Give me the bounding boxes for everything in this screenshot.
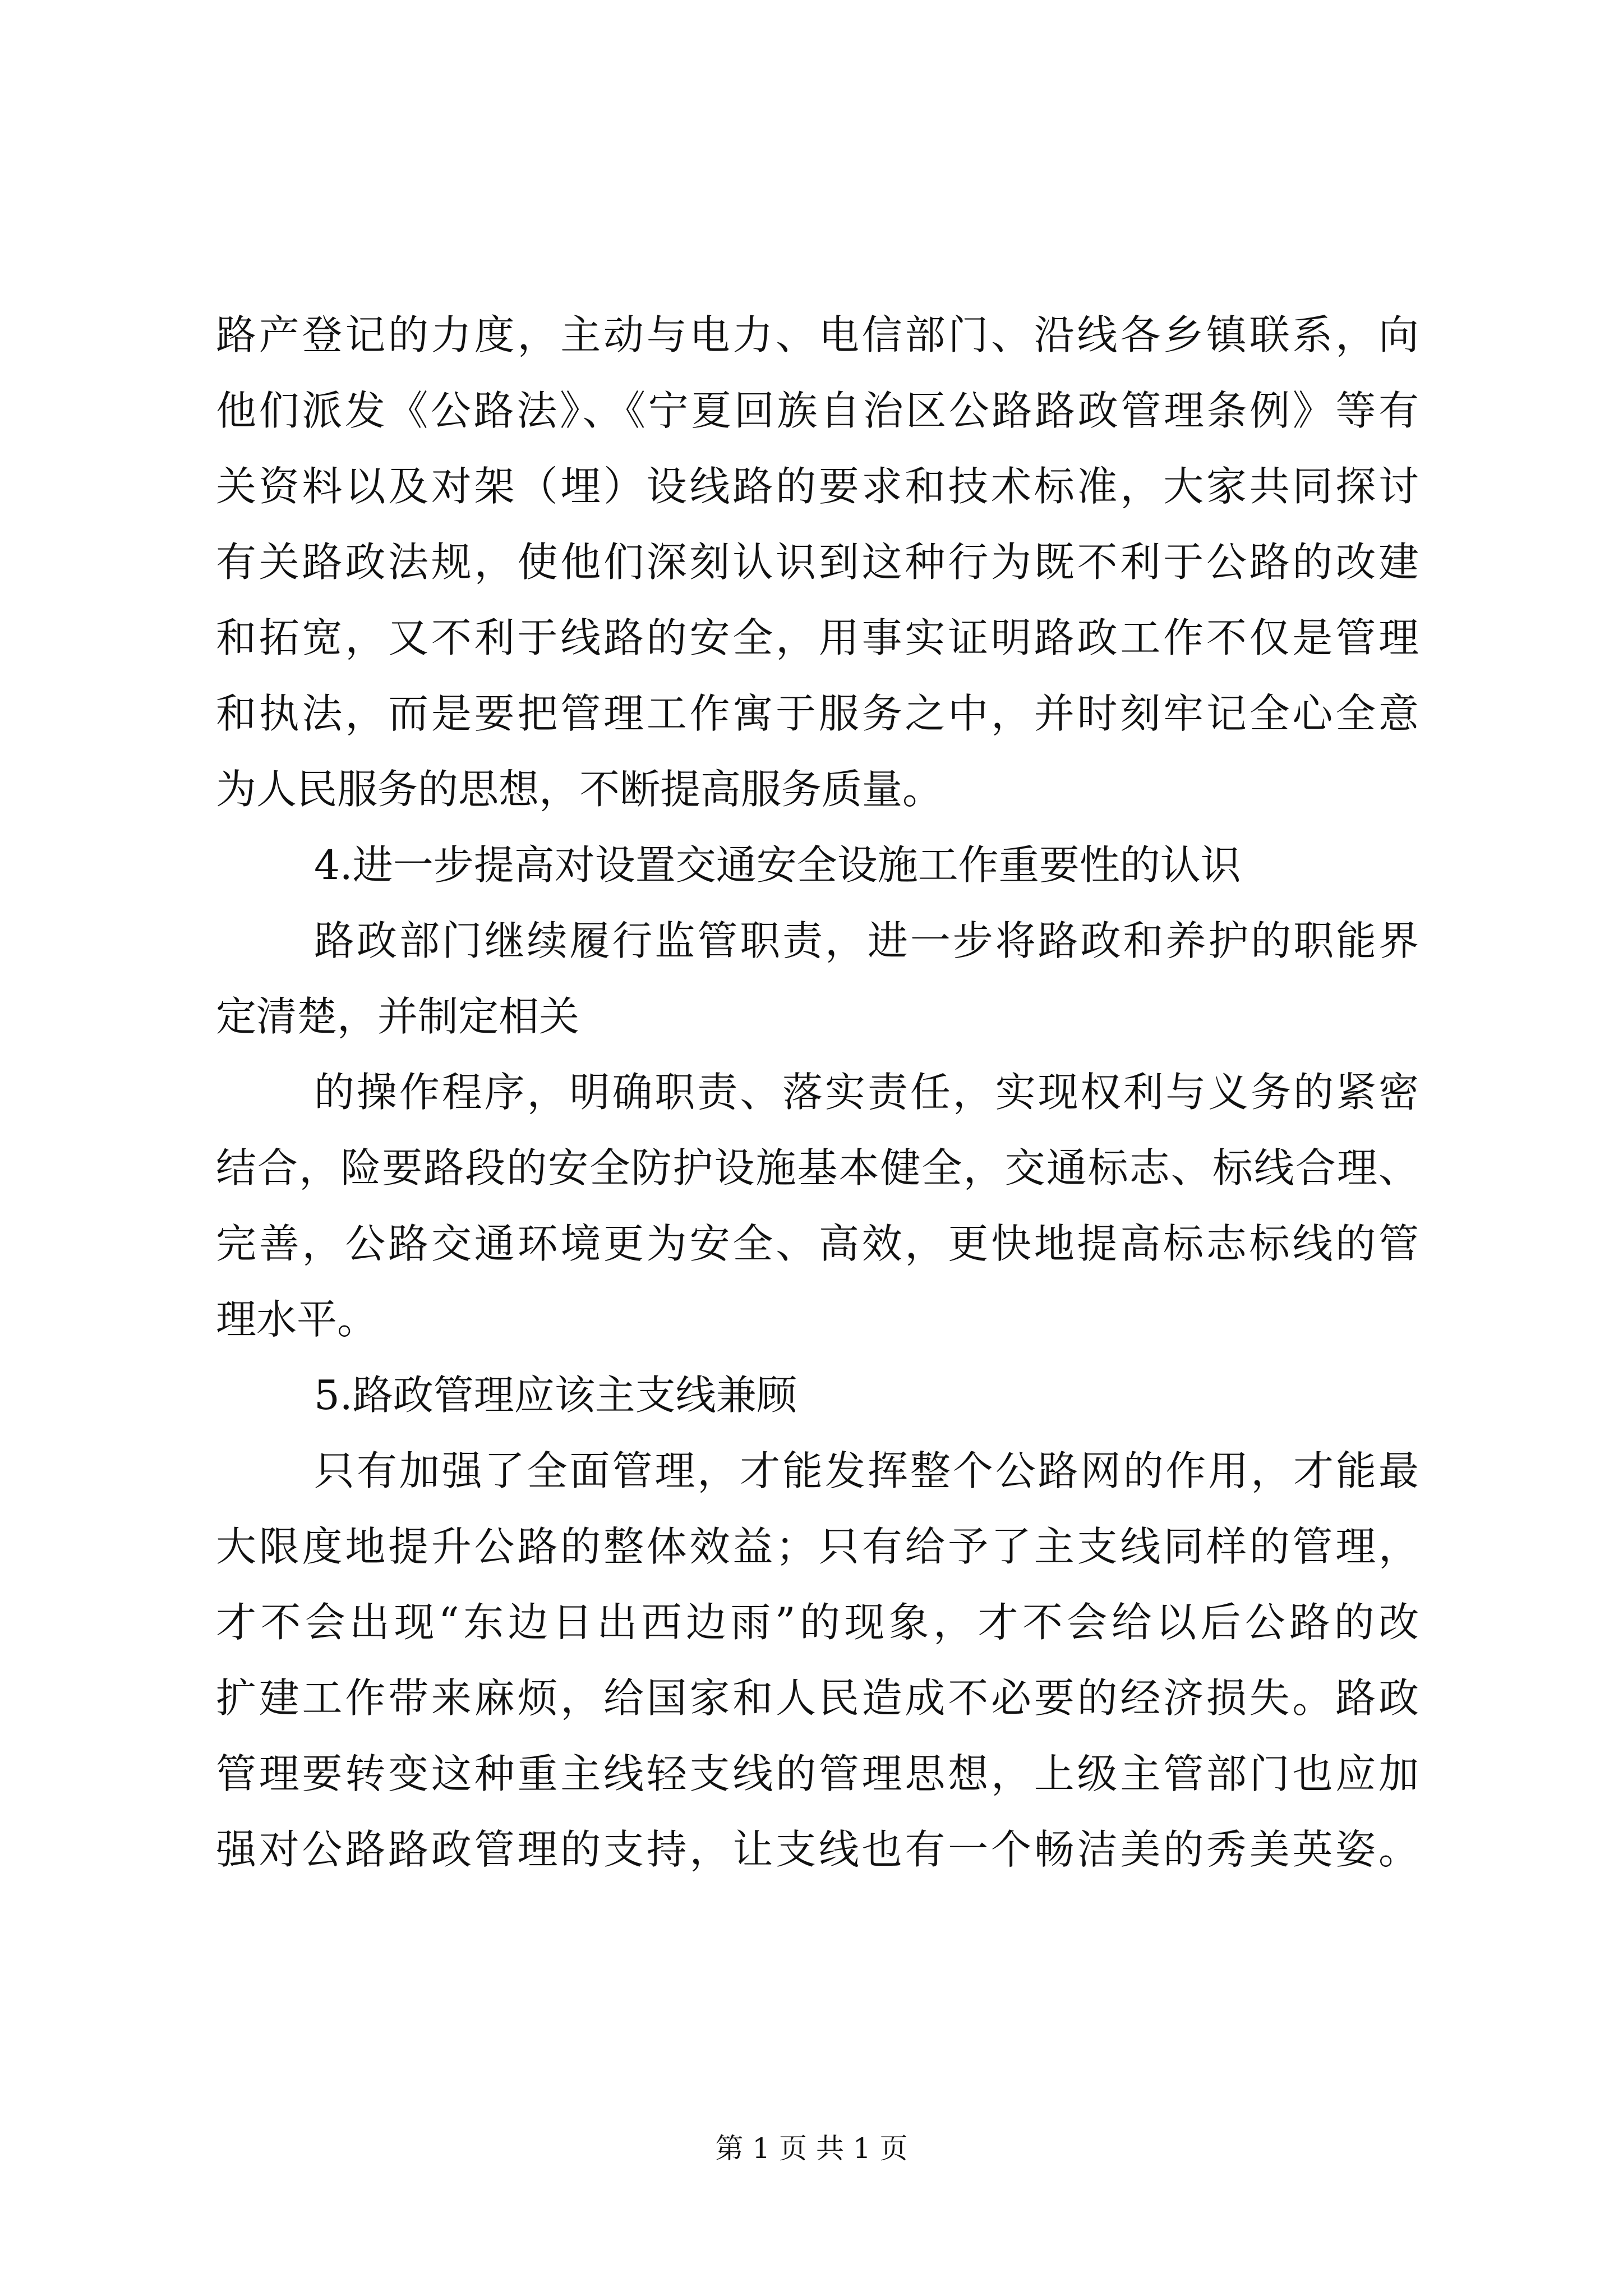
text-line: 只有加强了全面管理，才能发挥整个公路网的作用，才能最 (314, 1447, 1419, 1494)
text-line: 管理要转变这种重主线轻支线的管理思想，上级主管部门也应加 (216, 1750, 1419, 1797)
text-line: 他们派发《公路法》、《宁夏回族自治区公路路政管理条例》等有 (216, 387, 1419, 434)
text-line: 和拓宽，又不利于线路的安全，用事实证明路政工作不仅是管理 (216, 614, 1419, 661)
page-footer (0, 2129, 1623, 2168)
text-line: 为人民服务的思想，不断提高服务质量。 (216, 766, 943, 813)
text-line: 才不会出现“东边日出西边雨”的现象，才不会给以后公路的改 (216, 1599, 1419, 1646)
text-line: 定清楚，并制定相关 (216, 993, 580, 1040)
document-body (216, 297, 1419, 1888)
text-line: 理水平。 (216, 1296, 378, 1343)
text-line: 关资料以及对架（埋）设线路的要求和技术标准，大家共同探讨 (216, 463, 1419, 510)
text-line: 和执法，而是要把管理工作寓于服务之中，并时刻牢记全心全意 (216, 690, 1419, 737)
text-line: 完善，公路交通环境更为安全、高效，更快地提高标志标线的管 (216, 1220, 1419, 1267)
section-heading: 4.进一步提高对设置交通安全设施工作重要性的认识 (314, 841, 1241, 889)
text-line: 有关路政法规，使他们深刻认识到这种行为既不利于公路的改建 (216, 539, 1419, 586)
text-line: 路产登记的力度，主动与电力、电信部门、沿线各乡镇联系，向 (216, 311, 1419, 358)
text-line: 路政部门继续履行监管职责，进一步将路政和养护的职能界 (314, 917, 1419, 964)
text-line: 结合，险要路段的安全防护设施基本健全，交通标志、标线合理、 (216, 1144, 1419, 1191)
text-line: 强对公路路政管理的支持，让支线也有一个畅洁美的秀美英姿。 (216, 1826, 1419, 1873)
section-heading: 5.路政管理应该主支线兼顾 (314, 1372, 797, 1419)
text-line: 大限度地提升公路的整体效益；只有给予了主支线同样的管理， (216, 1523, 1419, 1570)
text-line: 扩建工作带来麻烦，给国家和人民造成不必要的经济损失。路政 (216, 1674, 1419, 1722)
page-number-label: 第 1 页 共 1 页 (715, 2132, 908, 2165)
text-line: 的操作程序，明确职责、落实责任，实现权利与义务的紧密 (314, 1069, 1419, 1116)
